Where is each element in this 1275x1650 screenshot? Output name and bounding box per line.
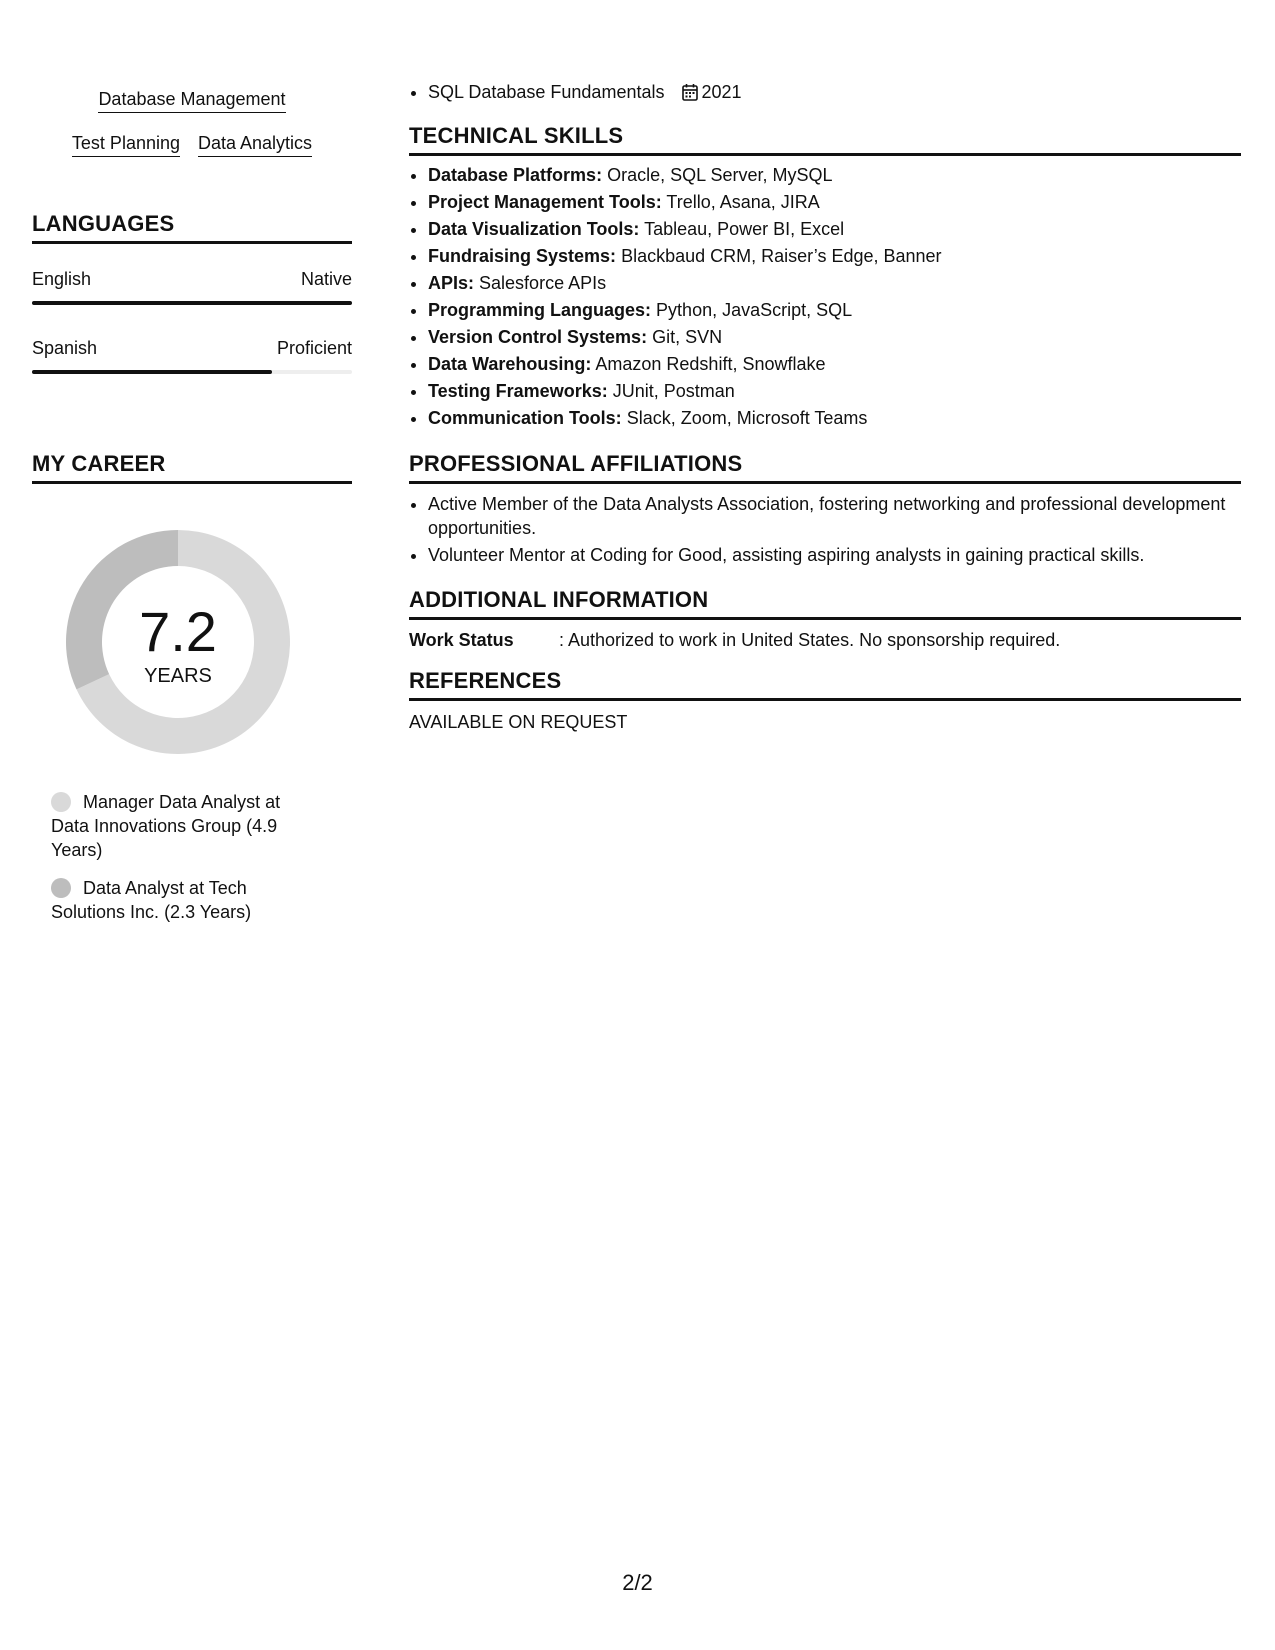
skill-tag: Database Management [98, 87, 285, 113]
technical-skill-item [428, 378, 1241, 405]
skill-values: Trello, Asana, JIRA [666, 192, 820, 212]
section-divider [409, 153, 1241, 156]
section-divider [409, 617, 1241, 620]
technical-skill-item [428, 243, 1241, 270]
skill-category: Version Control Systems: [428, 327, 648, 347]
technical-skills-list [409, 162, 1241, 432]
technical-skill-item [428, 270, 1241, 297]
skill-values: Python, JavaScript, SQL [656, 300, 853, 320]
technical-skill-item [428, 189, 1241, 216]
work-status-row [409, 628, 1060, 652]
skill-values: Blackbaud CRM, Raiser’s Edge, Banner [621, 246, 942, 266]
skill-values: Amazon Redshift, Snowflake [595, 354, 826, 374]
language-level: Native [300, 269, 352, 289]
affiliations-list [409, 492, 1241, 570]
skill-category: Database Platforms: [428, 165, 603, 185]
skill-values: Oracle, SQL Server, MySQL [607, 165, 833, 185]
legend-dot-icon [51, 878, 71, 898]
skill-values: Git, SVN [652, 327, 723, 347]
section-divider [32, 481, 352, 484]
technical-skill-item [428, 351, 1241, 378]
language-proficiency-fill [32, 301, 352, 305]
technical-skills-heading: TECHNICAL SKILLS [409, 123, 624, 148]
language-proficiency-bar [32, 370, 352, 374]
page-number: 2/2 [622, 1570, 653, 1595]
skill-values: Tableau, Power BI, Excel [644, 219, 845, 239]
language-item [32, 337, 352, 374]
career-legend-label: Manager Data Analyst at Data Innovations Group (4.9 Years) [51, 792, 281, 860]
language-name: Spanish [32, 338, 98, 358]
technical-skill-item [428, 324, 1241, 351]
references-heading: REFERENCES [409, 668, 562, 693]
career-legend-label: Data Analyst at Tech Solutions Inc. (2.3 Years) [51, 878, 252, 922]
certification-year: 2021 [701, 82, 742, 102]
career-legend-item [51, 876, 301, 924]
additional-info-heading: ADDITIONAL INFORMATION [409, 587, 709, 612]
section-divider [409, 698, 1241, 701]
language-proficiency-fill [32, 370, 272, 374]
skill-category: Fundraising Systems: [428, 246, 617, 266]
career-donut-chart [66, 530, 290, 754]
skill-tags-row-2 [32, 131, 352, 157]
language-name: English [32, 269, 92, 289]
legend-dot-icon [51, 792, 71, 812]
languages-heading: LANGUAGES [32, 211, 175, 236]
skill-values: JUnit, Postman [612, 381, 735, 401]
technical-skill-item [428, 216, 1241, 243]
section-divider [409, 481, 1241, 484]
affiliation-item: • Volunteer Mentor at Coding for Good, assisting aspiring analysts in gaining practical skills. [428, 543, 1241, 567]
technical-skill-item [428, 405, 1241, 432]
career-total-years: 7.2 [139, 600, 217, 663]
affiliation-item: • Active Member of the Data Analysts Association, fostering networking and professional development opportunities. [428, 492, 1241, 540]
language-level: Proficient [276, 338, 352, 358]
career-heading: MY CAREER [32, 451, 166, 476]
skill-tag: Test Planning [72, 131, 180, 157]
calendar-icon [682, 82, 698, 109]
skill-values: Salesforce APIs [479, 273, 607, 293]
skill-category: Data Warehousing: [428, 354, 592, 374]
work-status-label: Work Status [409, 630, 514, 650]
technical-skill-item [428, 297, 1241, 324]
section-divider [32, 241, 352, 244]
career-legend-item [51, 790, 301, 862]
skill-values: Slack, Zoom, Microsoft Teams [626, 408, 868, 428]
language-proficiency-bar [32, 301, 352, 305]
career-total-unit: YEARS [144, 665, 212, 687]
certifications-list [409, 79, 1241, 109]
skill-category: Programming Languages: [428, 300, 652, 320]
skill-tag: Data Analytics [198, 131, 312, 157]
technical-skill-item [428, 162, 1241, 189]
skill-tags-row-1 [32, 87, 352, 113]
certification-item [428, 79, 1241, 109]
skill-category: Testing Frameworks: [428, 381, 608, 401]
skill-category: Project Management Tools: [428, 192, 662, 212]
language-item [32, 268, 352, 305]
work-status-value: : Authorized to work in United States. No sponsorship required. [559, 630, 1061, 650]
references-text: AVAILABLE ON REQUEST [409, 712, 628, 732]
skill-category: APIs: [428, 273, 475, 293]
certification-name: SQL Database Fundamentals [428, 82, 665, 102]
skill-category: Data Visualization Tools: [428, 219, 640, 239]
affiliations-heading: PROFESSIONAL AFFILIATIONS [409, 451, 743, 476]
skill-category: Communication Tools: [428, 408, 622, 428]
